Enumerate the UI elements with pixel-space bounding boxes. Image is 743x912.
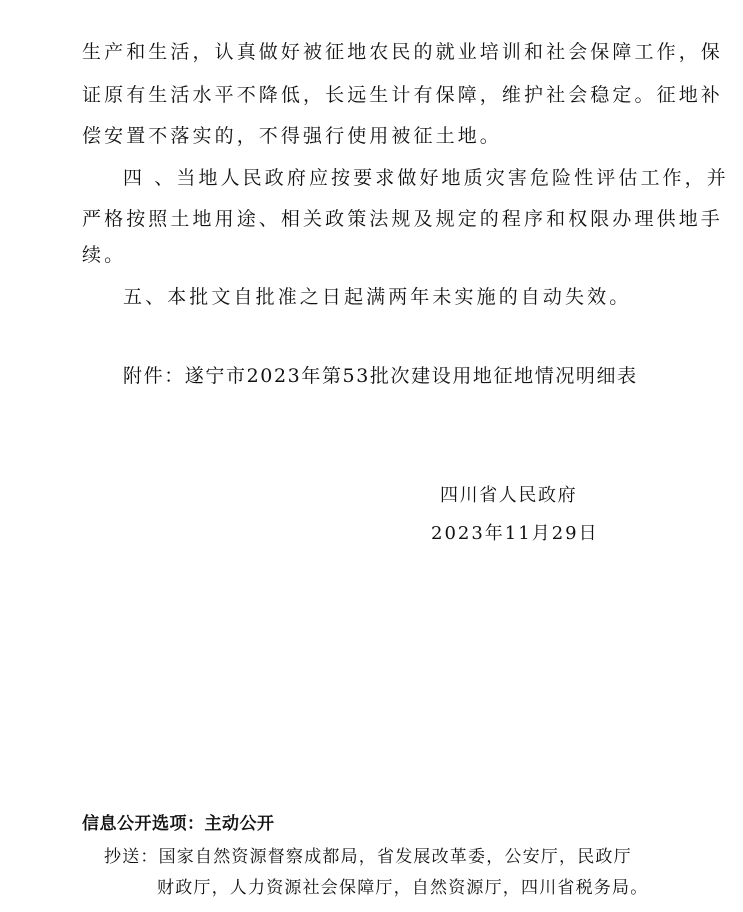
issuing-organization: 四川省人民政府 — [440, 485, 578, 506]
issue-date: 2023年11月29日 — [431, 523, 599, 544]
clause-four-line: 续。 — [82, 244, 127, 266]
clause-four-line: 四 、当地人民政府应按要求做好地质灾害危险性评估工作，并 — [123, 167, 729, 189]
clause-five-line: 五、本批文自批准之日起满两年未实施的自动失效。 — [123, 286, 632, 308]
body-paragraph-line: 偿安置不落实的，不得强行使用被征土地。 — [82, 125, 502, 147]
cc-list-line: 抄送：国家自然资源督察成都局，省发展改革委，公安厅，民政厅 — [104, 847, 632, 867]
attachment-line: 附件：遂宁市2023年第53批次建设用地征地情况明细表 — [123, 365, 638, 387]
disclosure-option: 信息公开选项：主动公开 — [82, 814, 275, 834]
body-paragraph-line: 生产和生活，认真做好被征地农民的就业培训和社会保障工作，保 — [82, 41, 723, 63]
cc-list-line: 财政厅，人力资源社会保障厅，自然资源厅，四川省税务局。 — [157, 878, 649, 898]
clause-four-line: 严格按照土地用途、相关政策法规及规定的程序和权限办理供地手 — [82, 208, 723, 230]
body-paragraph-line: 证原有生活水平不降低，长远生计有保障，维护社会稳定。征地补 — [82, 84, 723, 106]
